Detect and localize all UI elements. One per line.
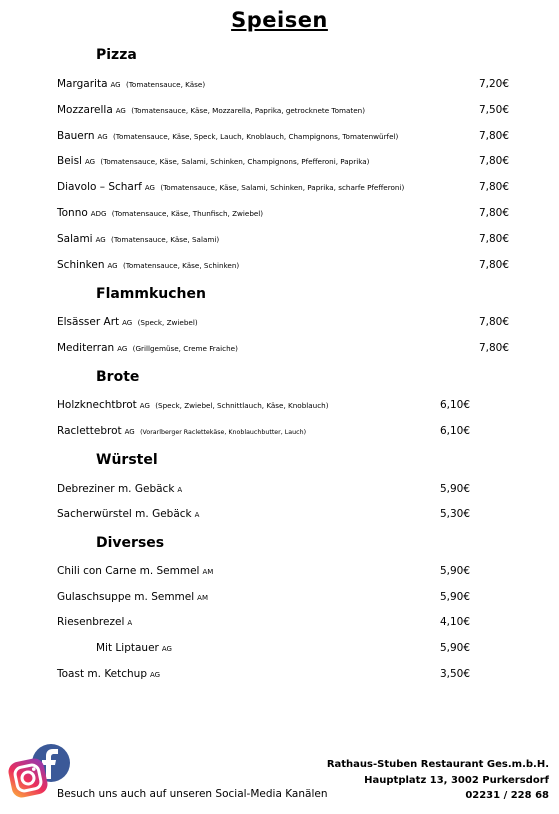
menu-item-chili-con-carne (57, 565, 213, 581)
item-description: (Tomatensauce, Käse, Salami, Schinken, Paprika, scharfe Pfefferoni) (160, 183, 405, 192)
social-media-note: Besuch uns auch auf unseren Social-Media Kanälen (57, 788, 328, 800)
item-price: 6,10€ (439, 399, 470, 411)
item-name: Sacherwürstel m. Gebäck (57, 508, 192, 520)
section-title-wuerstel: Würstel (96, 452, 158, 468)
item-name: Riesenbrezel (57, 616, 125, 628)
page-title: Speisen (231, 8, 328, 32)
item-name: Mit Liptauer (96, 642, 159, 654)
item-price: 7,80€ (478, 259, 509, 271)
item-name: Salami (57, 233, 93, 245)
item-name: Holzknechtbrot (57, 399, 137, 411)
item-name: Beisl (57, 155, 82, 167)
allergen-code: AG (115, 107, 126, 115)
item-name: Gulaschsuppe m. Semmel (57, 591, 195, 603)
allergen-code: A (177, 486, 183, 494)
item-name: Elsässer Art (57, 316, 120, 328)
address: Hauptplatz 13, 3002 Purkersdorf (364, 774, 549, 786)
allergen-code: AG (107, 262, 118, 270)
section-title-flammkuchen: Flammkuchen (96, 286, 206, 302)
item-description: (Tomatensauce, Käse, Thunfisch, Zwiebel) (111, 209, 264, 218)
menu-item-holzknechtbrot (57, 399, 329, 415)
allergen-code: AM (202, 568, 214, 576)
menu-item-gulaschsuppe (57, 591, 208, 607)
menu-item-debreziner (57, 483, 182, 499)
item-price: 7,80€ (478, 130, 509, 142)
menu-item-diavolo (57, 181, 404, 197)
item-name: Raclettebrot (57, 425, 122, 437)
menu-item-mozzarella (57, 104, 365, 120)
item-price: 7,80€ (478, 233, 509, 245)
item-price: 7,80€ (478, 207, 509, 219)
allergen-code: AG (84, 158, 96, 166)
section-title-pizza: Pizza (96, 47, 137, 63)
item-price: 7,80€ (478, 316, 509, 328)
item-name: Diavolo – Scharf (57, 181, 142, 193)
allergen-code: AG (139, 402, 150, 410)
item-description: (Speck, Zwiebel, Schnittlauch, Käse, Knoblauch) (155, 401, 329, 410)
company-name: Rathaus-Stuben Restaurant Ges.m.b.H. (326, 759, 549, 770)
item-description: (Vorarlberger Raclettekäse, Knoblauchbutter, Lauch) (140, 429, 307, 436)
menu-item-toast (57, 668, 160, 684)
item-name: Mediterran (57, 342, 115, 354)
item-name: Margarita (57, 78, 108, 90)
menu-item-schinken (57, 259, 239, 275)
menu-item-riesenbrezel (57, 616, 132, 632)
restaurant-contact (327, 757, 549, 804)
item-description: (Tomatensauce, Käse, Salami) (111, 235, 220, 244)
item-name: Toast m. Ketchup (57, 668, 148, 680)
section-title-brote: Brote (96, 369, 140, 385)
item-name: Schinken (57, 259, 105, 271)
item-description: (Speck, Zwiebel) (137, 318, 198, 327)
section-title-diverses: Diverses (96, 535, 165, 551)
allergen-code: AG (110, 81, 121, 89)
allergen-code: ADG (90, 210, 107, 218)
item-price: 3,50€ (439, 668, 470, 680)
menu-item-mediterran (57, 342, 238, 358)
allergen-code: AG (124, 428, 135, 436)
item-price: 6,10€ (439, 425, 470, 437)
item-price: 5,90€ (439, 591, 470, 603)
item-name: Bauern (57, 130, 95, 142)
item-price: 7,50€ (478, 104, 509, 116)
item-price: 7,80€ (478, 181, 509, 193)
allergen-code: AG (117, 345, 128, 353)
menu-item-elsaesser-art (57, 316, 198, 332)
item-description: (Tomatensauce, Käse, Speck, Lauch, Knoblauch, Champignons, Tomatenwürfel) (112, 132, 399, 141)
menu-item-raclettebrot (57, 425, 306, 441)
allergen-code: AG (97, 133, 108, 141)
allergen-code: AG (122, 319, 133, 327)
item-price: 5,90€ (439, 483, 470, 495)
allergen-code: A (127, 619, 133, 627)
item-description: (Tomatensauce, Käse, Mozzarella, Paprika, getrocknete Tomaten) (131, 106, 366, 115)
allergen-code: AG (150, 671, 161, 679)
item-description: (Grillgemüse, Creme Fraiche) (132, 344, 238, 353)
item-price: 7,20€ (478, 78, 509, 90)
allergen-code: AM (197, 594, 208, 602)
menu-item-sacherwuerstel (57, 508, 199, 524)
menu-item-mit-liptauer (96, 642, 172, 658)
item-name: Tonno (57, 207, 88, 219)
item-description: (Tomatensauce, Käse, Salami, Schinken, Champignons, Pfefferoni, Paprika) (100, 157, 370, 166)
item-price: 5,90€ (439, 565, 470, 577)
item-price: 7,80€ (478, 155, 509, 167)
menu-item-beisl (57, 155, 369, 171)
menu-item-margarita (57, 78, 205, 94)
allergen-code: AG (95, 236, 106, 244)
item-description: (Tomatensauce, Käse) (125, 80, 206, 89)
item-name: Mozzarella (57, 104, 113, 116)
item-price: 5,30€ (439, 508, 470, 520)
allergen-code: AG (161, 645, 172, 653)
item-price: 4,10€ (439, 616, 470, 628)
allergen-code: AG (144, 184, 155, 192)
item-name: Debreziner m. Gebäck (57, 483, 175, 495)
menu-item-salami (57, 233, 219, 249)
allergen-code: A (194, 511, 200, 519)
menu-item-bauern (57, 130, 398, 146)
menu-item-tonno (57, 207, 263, 223)
item-name: Chili con Carne m. Semmel (57, 565, 200, 577)
item-price: 5,90€ (439, 642, 470, 654)
phone-number: 02231 / 228 68 (465, 790, 549, 801)
item-price: 7,80€ (478, 342, 509, 354)
item-description: (Tomatensauce, Käse, Schinken) (122, 261, 240, 270)
